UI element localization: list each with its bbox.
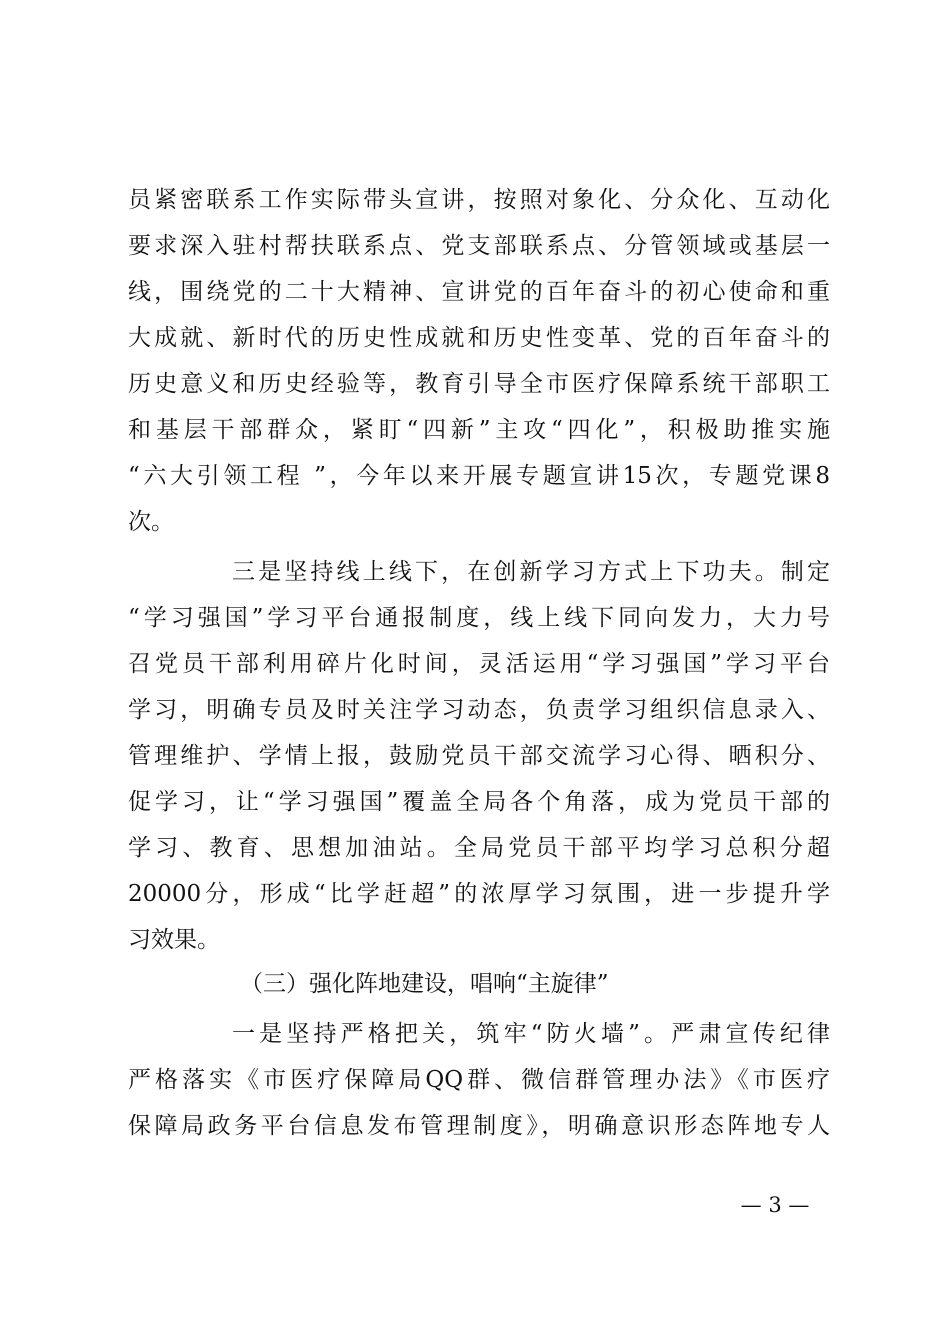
text-line: 三是坚持线上线下，在创新学习方式上下功夫。制定: [232, 559, 830, 585]
text-line: 学习、教育、思想加油站。全局党员干部平均学习总积分超: [128, 835, 830, 861]
text-line: 保障局政务平台信息发布管理制度》，明确意识形态阵地专人: [128, 1113, 830, 1139]
text-line: 促学习，让“学习强国”覆盖全局各个角落，成为党员干部的: [128, 789, 830, 815]
text-line: 学习，明确专员及时关注学习动态，负责学习组织信息录入、: [128, 697, 830, 723]
text-line: 次。: [128, 509, 174, 535]
text-line: “六大引领工程 ”，今年以来开展专题宣讲15次，专题党课8: [128, 463, 830, 489]
page-number: — 3 —: [740, 1193, 810, 1217]
text-line: 要求深入驻村帮扶联系点、党支部联系点、分管领域或基层一: [128, 233, 830, 259]
text-line: 习效果。: [128, 927, 220, 953]
text-line: 和基层干部群众，紧盯“四新”主攻“四化”，积极助推实施: [128, 417, 830, 443]
text-line: “学习强国”学习平台通报制度，线上线下同向发力，大力号: [128, 605, 830, 631]
text-line: 管理维护、学情上报，鼓励党员干部交流学习心得、晒积分、: [128, 743, 830, 769]
text-line: 线，围绕党的二十大精神、宣讲党的百年奋斗的初心使命和重: [128, 279, 830, 305]
section-heading: （三）强化阵地建设，唱响“主旋律”: [240, 971, 609, 997]
text-line: 一是坚持严格把关，筑牢“防火墙”。严肃宣传纪律: [232, 1021, 830, 1047]
text-line: 20000分，形成“比学赶超”的浓厚学习氛围，进一步提升学: [128, 881, 830, 907]
text-line: 大成就、新时代的历史性成就和历史性变革、党的百年奋斗的: [128, 325, 830, 351]
text-line: 严格落实《市医疗保障局QQ群、微信群管理办法》《市医疗: [128, 1067, 830, 1093]
text-line: 召党员干部利用碎片化时间，灵活运用“学习强国”学习平台: [128, 651, 830, 677]
text-line: 员紧密联系工作实际带头宣讲，按照对象化、分众化、互动化: [128, 187, 830, 213]
text-line: 历史意义和历史经验等，教育引导全市医疗保障系统干部职工: [128, 371, 830, 397]
